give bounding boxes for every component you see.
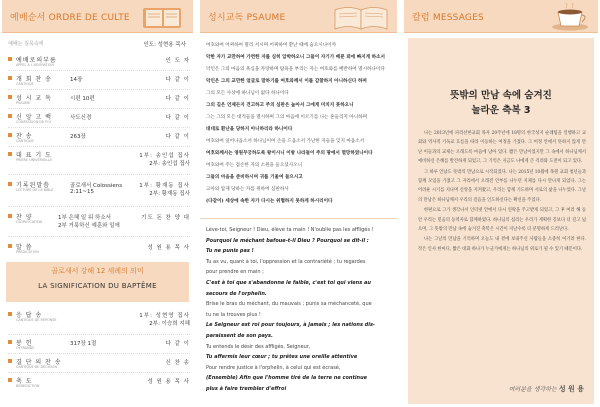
article-paragraph: 그 하루 안났도 뜻밖의 만남으로 시작되었다. 나는 2015년 10월에 목원 교회 청년들과 함께 모임을 가졌고 그 자리에서 오래전 안부를 나누던 지체를 다시 만나게 되었다. 그는 어려운 시기를 지나며 신앙을 지켜왔고, 우리는 함께 기도하며 서로의 삶을 나누었다. 그날의 만남은 하나님께서 우리의 걸음을 인도하신다는 확신을 주었다. xyxy=(418,169,586,203)
item-detail: 2:11~15 xyxy=(70,189,94,195)
item-label-ko: 찬 송 xyxy=(16,133,33,140)
author-signature xyxy=(509,384,584,394)
item-label-fr: CONFESSION DE FOI xyxy=(16,120,51,124)
psalm-ko-line: (다같이) 세상에 속한 자가 다시는 위협하지 못하게 하시리이다 xyxy=(206,199,333,204)
psalm-ko-line: 그들의 마음을 준비하시며 귀를 기울여 들으시고 xyxy=(206,175,303,180)
item-detail: 골로새서 Colossiens xyxy=(70,183,123,189)
divider xyxy=(8,174,190,175)
order-item xyxy=(8,242,190,256)
psalm-fr-line: C'est à toi que s'abandonne le faible, c'est toi qui viens au xyxy=(206,279,371,286)
divider xyxy=(8,146,190,147)
item-leader: 성 원 용 목 사 xyxy=(147,379,190,385)
bullet-marker xyxy=(8,244,12,248)
item-leader: 인 도 자 xyxy=(165,58,190,64)
item-leader: 2부: 송인섭 집사 xyxy=(149,161,190,167)
coffee-cup-icon xyxy=(548,2,592,32)
item-label-ko: 신 앙 고 백 xyxy=(16,114,52,121)
divider xyxy=(8,334,190,335)
divider xyxy=(8,353,190,354)
sermon-title-banner xyxy=(6,262,189,302)
order-item xyxy=(8,357,190,371)
bullet-marker xyxy=(8,312,12,316)
psalm-ko-line: 그의 길은 언제든지 견고하고 주의 심판은 높아서 그에게 미치지 못하오니 xyxy=(206,103,354,108)
item-label-fr: OFFRANDE xyxy=(16,346,35,350)
divider xyxy=(8,70,190,71)
article-title xyxy=(408,88,594,118)
psalm-column xyxy=(200,0,397,407)
order-item xyxy=(8,74,190,88)
article-paragraph: 나는 2013년에 파리선한교회 목자 20주년에 18명의 한국성지 순례팀을 일행하고 교회와 역사적 기독교 흐름을 따라 이동하는 여정을 가졌다. 그 여정 안에서 뜻하지 않게 만난 이들과의 교제는 오래도록 마음에 남아 있다. 짧은 만남이었지만 그 속에서 하나님께서 예비하신 은혜를 발견하게 되었고, 그 기억은 지금도 나에게 큰 격려와 도전이 되고 있다. xyxy=(418,131,586,165)
divider xyxy=(8,89,190,90)
psalm-fr-line: tu ne la trouves plus ! xyxy=(206,311,261,318)
worship-order-column xyxy=(2,0,193,407)
bullet-marker xyxy=(8,114,12,118)
item-leader: 다 같 이 xyxy=(165,96,190,102)
article-title-line1: 뜻밖의 만남 속에 숨겨진 xyxy=(450,90,552,101)
psalm-fr-line: Pour rendre justice à l'orphelin, à celui qui est écrasé, xyxy=(206,364,341,371)
bullet-marker xyxy=(8,95,12,99)
signature-prefix: 여러분을 생각하는 xyxy=(508,386,557,393)
psalm-fr-line: paraissent de son pays. xyxy=(206,332,273,339)
article-title-line2: 놀라운 축복 3 xyxy=(471,105,531,116)
psalm-fr-line: plus à faire trembler d'effroi xyxy=(206,385,287,392)
messages-column xyxy=(404,0,598,407)
item-label-ko: 말 씀 xyxy=(16,244,33,251)
psalm-fr-line: Pourquoi le méchant bafoue-t-il Dieu ? Pourquoi se dit-il : xyxy=(206,237,369,244)
bullet-marker xyxy=(8,378,12,382)
bullet-marker xyxy=(8,57,12,61)
psalm-fr-line: (Ensemble) Afin que l'homme tiré de la terre ne continue xyxy=(206,375,368,382)
item-label-ko: 응 답 송 xyxy=(16,312,43,319)
item-label-fr: LECTURE DE LA BIBLE xyxy=(16,188,54,192)
item-leader: 다 같 이 xyxy=(165,341,190,347)
sermon-title-ko: 골로새서 강해 12 세례의 의미 xyxy=(51,267,144,275)
item-label-ko: 개 회 찬 송 xyxy=(16,76,52,83)
item-leader: 성 원 용 목 사 xyxy=(147,245,190,251)
item-detail: 사도신경 xyxy=(70,115,92,121)
bullet-marker xyxy=(8,359,12,363)
item-label-fr: PSAUME xyxy=(16,101,31,105)
item-label-ko: 축 도 xyxy=(16,378,33,385)
bullet-marker xyxy=(8,214,12,218)
bullet-marker xyxy=(8,182,12,186)
item-label-ko: 결 단 의 찬 송 xyxy=(16,359,62,366)
item-label-ko: 대 표 기 도 xyxy=(16,152,52,159)
item-leader: 다 같 이 xyxy=(165,115,190,121)
order-item xyxy=(8,212,190,232)
item-label-ko: 찬 양 xyxy=(16,214,33,221)
psalm-ko-line: 악한 자가 교만하여 가련한 자를 심히 압박하오니 그들이 자기가 베푼 꾀에 빠지게 하소서 xyxy=(206,55,385,60)
psalm-fr-line: Le Seigneur est roi pour toujours, à jamais ; les nations dis- xyxy=(206,322,376,329)
psalm-header xyxy=(200,0,397,33)
item-leader: 신 찬 송 xyxy=(165,360,190,366)
item-label-ko: 봉 헌 xyxy=(16,340,33,347)
item-label-fr: CANTIQUE DE REPONSE xyxy=(16,318,57,322)
divider xyxy=(200,218,397,219)
article-body xyxy=(418,129,586,255)
item-label-ko: 기록된말씀 xyxy=(16,182,50,189)
item-detail: 14장 xyxy=(70,77,83,83)
divider xyxy=(8,127,190,128)
item-detail: 시편 10편 xyxy=(70,96,95,102)
order-item xyxy=(8,310,190,330)
worship-order-header xyxy=(2,0,193,33)
psalm-ko-line: 고아와 압제 당하는 자를 위하여 심판하사 xyxy=(206,187,289,192)
order-item xyxy=(8,180,190,200)
psalm-korean-text xyxy=(206,40,392,208)
item-leader: 기도 돈 찬 양 대 xyxy=(141,215,190,221)
psalm-ko-line: 악인은 그의 마음의 욕심을 자랑하며 탐욕을 부리는 자는 여호와를 배반하여 멸시하나이다 xyxy=(206,67,385,72)
bullet-marker xyxy=(8,76,12,80)
psalm-fr-line: Tu as vu, quant à toi, l'oppression et la contrariété ; tu regardes xyxy=(206,258,366,265)
psalm-ko-line: 그의 모든 사상에 하나님이 없다 하나이다 xyxy=(206,91,289,96)
psalm-ko-line: 악인은 그의 교만한 얼굴로 말하기를 여호와께서 이를 감찰하지 아니하신다 하며 xyxy=(206,79,367,84)
item-label-fr: PREDICATION xyxy=(16,250,39,254)
item-leader: 1부: 성현영 집사 xyxy=(139,313,190,319)
item-leader: 1부: 송인섭 집사 xyxy=(139,153,190,159)
order-item xyxy=(8,112,190,126)
presider: 인도: 성현용 목사 xyxy=(143,42,186,48)
psalm-ko-line: 여호와여 일어나옵소서 하나님이여 손을 드옵소서 가난한 자들을 잊지 마옵소서 xyxy=(206,139,365,144)
item-label-fr: CANTIQUE xyxy=(16,139,34,143)
messages-title: 칼럼 MESSAGES xyxy=(412,12,484,23)
psalm-french-text xyxy=(206,225,394,395)
article-paragraph: 한편으로 그가 생각나서 인터넷 안에서 다시 연락을 주고받게 되었고, 그 후 여러 해 동안 우리는 믿음의 동역자로 함께하였다. 하나님의 섭리는 우리가 계획한 길보다 더 깊고 넓으며, 그 뜻밖의 만남 속에 숨겨진 축복은 시간이 지날수록 더 분명하게 드러난다. xyxy=(418,208,586,233)
item-label-fr: CANTIQUE xyxy=(16,82,34,86)
open-bible-icon xyxy=(331,2,391,32)
column-article xyxy=(408,38,594,404)
psalm-ko-line: 여호와께서는 영원무궁하도록 왕이시니 이방 나라들이 주의 땅에서 멸망하였나이다 xyxy=(206,151,373,156)
item-leader: 2부: 이승희 지혜 xyxy=(149,321,190,327)
psalm-fr-line: Tu ne punis pas ! xyxy=(206,248,254,255)
item-label-fr: BENEDICTION xyxy=(16,384,40,388)
order-item xyxy=(8,376,190,390)
divider xyxy=(8,206,190,207)
worship-order-title: 예배순서 ORDRE DE CULTE xyxy=(10,12,130,23)
psalm-title: 성시교독 PSAUME xyxy=(208,12,286,23)
item-leader: 다 같 이 xyxy=(165,134,190,140)
item-detail: 2부 거룩하신 예훈와 일에 xyxy=(58,223,120,229)
item-leader: 1부: 황재동 집사 xyxy=(139,183,190,189)
item-detail: 317장 1절 xyxy=(70,341,97,347)
psalm-fr-line: Brise le bras du méchant, du mauvais ; punis sa méchanceté, que xyxy=(206,301,372,308)
psalm-fr-line: secours de l'orphelin. xyxy=(206,290,267,297)
signature-name: 성 원 용 xyxy=(558,384,584,393)
psalm-fr-line: pour prendre en main ; xyxy=(206,269,264,276)
psalm-ko-line: 여호와여 어찌하여 멀리 서시며 어찌하여 환난 때에 숨으시나이까 xyxy=(206,43,337,48)
item-detail: 263장 xyxy=(70,134,86,140)
psalm-fr-line: Lève-toi, Seigneur ! Dieu, élève ta main ! N'oublie pas les affligés ! xyxy=(206,227,374,233)
divider xyxy=(8,372,190,373)
divider xyxy=(8,236,190,237)
item-label-fr: GLORIFICATION xyxy=(16,220,43,224)
order-item xyxy=(8,93,190,107)
item-label-ko: 예배로의부름 xyxy=(16,57,57,64)
item-leader: 2부: 황재동 집사 xyxy=(149,191,190,197)
messages-header xyxy=(404,0,598,33)
item-label-fr: PRIERE UNIVERSELLE xyxy=(16,158,53,162)
order-item xyxy=(8,338,190,352)
order-item xyxy=(8,150,190,170)
item-detail: 1부 은혜 일 워 하소서 xyxy=(58,215,111,221)
psalm-fr-line: Tu affermis leur cœur ; tu prêtes une oreille attentive xyxy=(206,354,358,361)
bullet-marker xyxy=(8,340,12,344)
sermon-title-fr: LA SIGNIFICATION DU BAPTÊME xyxy=(38,282,157,290)
item-label-fr: APPEL A L'ADORATION xyxy=(16,63,54,67)
hymnal-icon xyxy=(139,2,187,32)
divider xyxy=(8,108,190,109)
item-leader: 다 같 이 xyxy=(165,77,190,83)
psalm-fr-line: Tu entends le désir des affligés, Seigneur, xyxy=(206,343,311,350)
order-item xyxy=(8,55,190,69)
item-label-fr: CANTIQUE DE DÉCISION xyxy=(16,365,57,369)
order-item xyxy=(8,131,190,145)
article-paragraph: 나는 그날의 만남을 기억하며 오늘도 내 곁에 보내주신 사람들을 소중히 여기려 한다. 작은 인사 한마디, 짧은 대화 하나가 누군가에게는 하나님의 위로가 될 수 있기 때문이다. xyxy=(418,237,586,252)
item-label-ko: 성 시 교 독 xyxy=(16,95,52,102)
worship-lead-row xyxy=(8,40,188,50)
psalm-ko-line: 그는 그의 모든 대적들을 멸시하며 그의 마음에 이르기를 나는 흔들리지 아니하며 xyxy=(206,115,368,120)
bullet-marker xyxy=(8,133,12,137)
bullet-marker xyxy=(8,152,12,156)
psalm-ko-line: 대대로 환난을 당하지 아니하리라 하나이다 xyxy=(206,127,293,132)
silence-note: 예배는 침묵속에 xyxy=(8,41,44,47)
psalm-ko-line: 여호와여 주는 겸손한 자의 소원을 들으셨사오니 xyxy=(206,163,303,168)
